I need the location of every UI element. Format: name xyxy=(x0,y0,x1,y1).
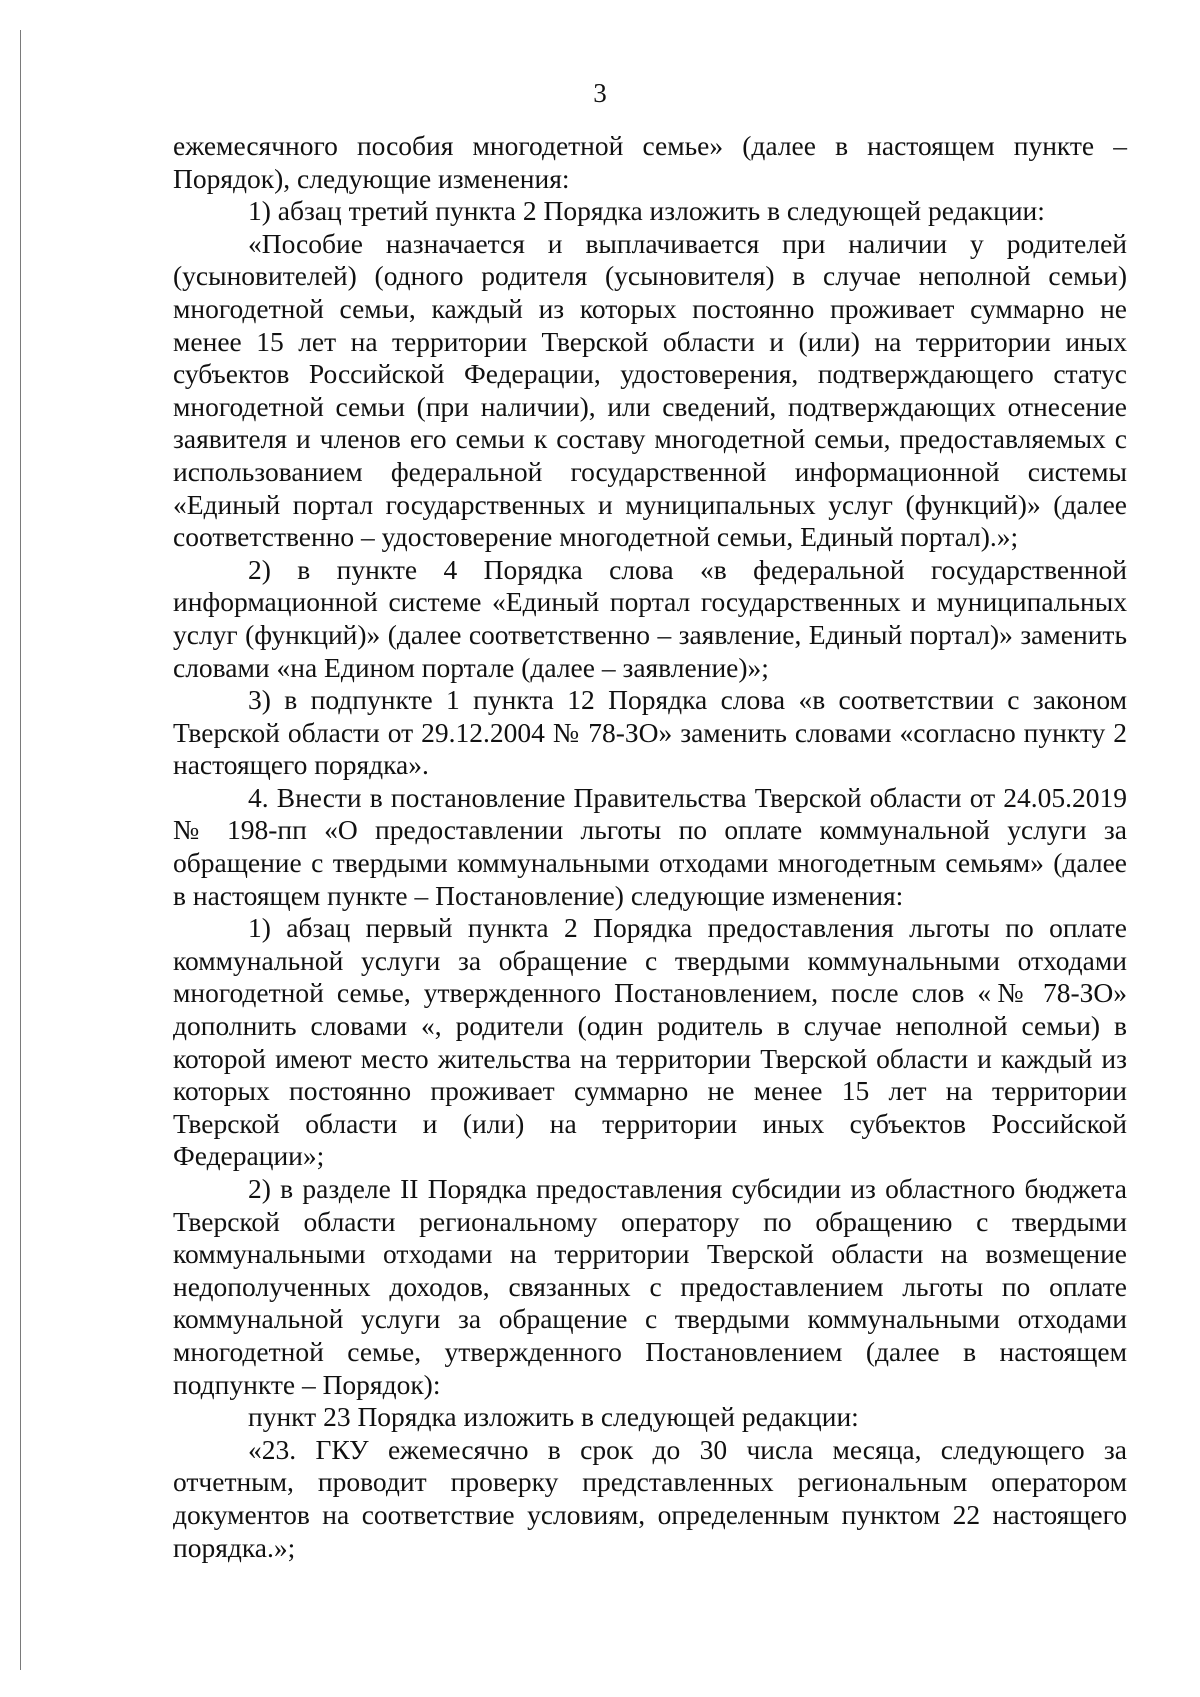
paragraph: 2) в пункте 4 Порядка слова «в федеральной государственной информационной системе «Единый портал государственных и муниципальных услуг (функций)» (далее соответственно – заявление, Единый портал)» заменить словами «на Едином портале (далее – заявление)»; xyxy=(173,553,1127,683)
paragraph: «23. ГКУ ежемесячно в срок до 30 числа месяца, следующего за отчетным, проводит проверку представленных региональным оператором документов на соответствие условиям, определенным пунктом 22 настоящего порядка.»; xyxy=(173,1433,1127,1563)
paragraph: «Пособие назначается и выплачивается при наличии у родителей (усыновителей) (одного родителя (усыновителя) в случае неполной семьи) многодетной семьи, каждый из которых постоянно проживает суммарно не менее 15 лет на территории Тверской области и (или) на территории иных субъектов Российской Федерации, удостоверения, подтверждающего статус многодетной семьи (при наличии), или сведений, подтверждающих отнесение заявителя и членов его семьи к составу многодетной семьи, предоставляемых с использованием федеральной государственной информационной системы «Единый портал государственных и муниципальных услуг (функций)» (далее соответственно – удостоверение многодетной семьи, Единый портал).»; xyxy=(173,227,1127,553)
paragraph: 1) абзац третий пункта 2 Порядка изложить в следующей редакции: xyxy=(248,195,1045,227)
page-number: 3 xyxy=(593,78,607,108)
paragraph: 2) в разделе II Порядка предоставления субсидии из областного бюджета Тверской области региональному оператору по обращению с твердыми коммунальными отходами на территории Тверской области на возмещение недополученных доходов, связанных с предоставлением льготы по оплате коммунальной услуги за обращение с твердыми коммунальными отходами многодетной семье, утвержденного Постановлением (далее в настоящем подпункте – Порядок): xyxy=(173,1173,1127,1400)
paragraph: 1) абзац первый пункта 2 Порядка предоставления льготы по оплате коммунальной услуги за обращение с твердыми коммунальными отходами многодетной семье, утвержденного Постановлением, после слов «№ 78-ЗО» дополнить словами «, родители (один родитель в случае неполной семьи) в которой имеют место жительства на территории Тверской области и каждый из которых постоянно проживает суммарно не менее 15 лет на территории Тверской области и (или) на территории иных субъектов Российской Федерации»; xyxy=(173,912,1127,1172)
document-body xyxy=(173,130,1127,1564)
paragraph: пункт 23 Порядка изложить в следующей редакции: xyxy=(248,1401,859,1433)
paragraph: 4. Внести в постановление Правительства Тверской области от 24.05.2019 № 198-пп «О предоставлении льготы по оплате коммунальной услуги за обращение с твердыми коммунальными отходами многодетным семьям» (далее в настоящем пункте – Постановление) следующие изменения: xyxy=(173,781,1127,911)
paragraph: ежемесячного пособия многодетной семье» (далее в настоящем пункте – Порядок), следующие изменения: xyxy=(173,130,1127,194)
scan-edge-line xyxy=(20,30,21,1670)
paragraph: 3) в подпункте 1 пункта 12 Порядка слова «в соответствии с законом Тверской области от 29.12.2004 № 78-ЗО» заменить словами «согласно пункту 2 настоящего порядка». xyxy=(173,684,1127,781)
